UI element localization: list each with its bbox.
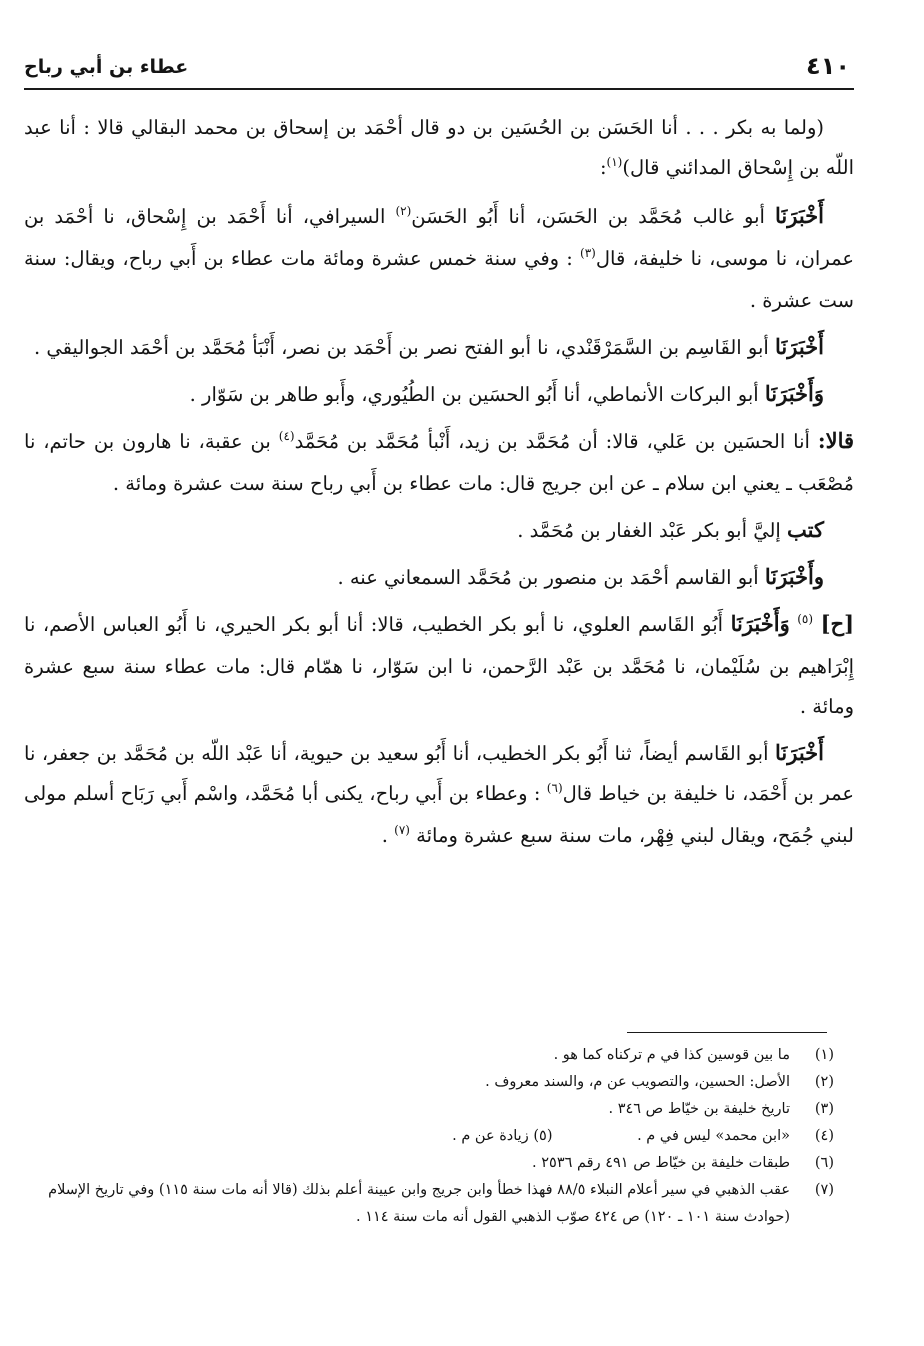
footnote-text-group (24, 1123, 790, 1150)
footnote-text: عقب الذهبي في سير أعلام النبلاء ٨٨/٥ فهذا خطأ وابن جريج وابن عيينة أعلم بذلك (قالا أنه مات سنة ١١٥) وفي تاريخ الإسلام (حوادث سنة ١٠١ ـ ١٢٠) ص ٤٢٤ صوّب الذهبي القول أنه مات سنة ١١٤ . (48, 1182, 790, 1225)
isnad-lead: أَخْبَرَنَا (775, 203, 824, 228)
footnote (24, 1069, 834, 1096)
paragraph (24, 108, 854, 190)
paragraph-text: إليَّ أبو بكر عَبْد الغفار بن مُحَمَّد . (517, 519, 781, 542)
page-number: ٤١٠ (806, 52, 850, 80)
paragraph-text: أبو البركات الأنماطي، أنا أَبُو الحسَين بن الطُيُوري، وأَبو طاهر بن سَوّار . (189, 383, 759, 406)
paragraph-text: أبو القَاسم أيضاً، ثنا أَبُو بكر الخطيب، أنا أَبُو سعيد بن حيوية، أنا عَبْد اللّه بن مُحَمَّد بن جعفر، نا عمر بن أَحْمَد، نا خليفة بن خياط قال (24, 742, 854, 805)
paragraph-text: أبو غالب مُحَمَّد بن الحَسَن، أنا أَبُو الحَسَن (411, 205, 765, 228)
footnote-text: الأصل: الحسين، والتصويب عن م، والسند معروف . (485, 1074, 790, 1090)
bracket-marker: [ح] (820, 611, 855, 636)
isnad-lead: وَأَخْبَرَنَا (730, 611, 790, 636)
footnote-separator (627, 1032, 827, 1033)
footnote-marker: (٧) (394, 823, 410, 837)
paragraph-text: : (599, 156, 607, 179)
footnote (24, 1150, 834, 1177)
paragraph (24, 196, 854, 321)
footnote (24, 1177, 834, 1231)
footnote-number: (٦) (814, 1155, 834, 1171)
footnote-marker: (٢) (395, 204, 412, 218)
paragraph-text: أَبُو القَاسم العلوي، نا أبو بكر الخطيب، قالا: أنا أبو بكر الحيري، نا أَبُو العباس الأصم، نا إِبْرَاهيم بن سُلَيْمان، نا مُحَمَّد بن عَبْد الرَّحمن، نا ابن سَوّار، نا همّام قال: مات عطاء سنة سبع عشرة ومائة . (24, 613, 854, 718)
isnad-lead: وَأَخْبَرَنَا (764, 381, 824, 406)
paragraph (24, 557, 854, 598)
main-text (24, 108, 854, 864)
footnote (24, 1096, 834, 1123)
paragraph-text: أبو القَاسِم بن السَّمَرْقَنْدي، نا أبو الفتح نصر بن أَحْمَد بن نصر، أَنْبَأ مُحَمَّد بن أحْمَد الجواليقي . (33, 336, 769, 359)
footnote-number: (٥) (533, 1128, 553, 1144)
footnote-text: تاريخ خليفة بن خيّاط ص ٣٤٦ . (608, 1101, 790, 1117)
paragraph-text: (ولما به بكر . . . أنا الحَسَن بن الحُسَين بن دو قال أحْمَد بن إسحاق بن محمد البقالي قالا : أنا عبد اللّه بن إِسْحاق المدائني قال) (24, 116, 854, 179)
footnote-marker: (٦) (546, 781, 563, 795)
footnotes (24, 1042, 834, 1231)
footnote-marker: (٤) (278, 429, 295, 443)
footnote-number: (٢) (814, 1074, 834, 1090)
footnote-number: (٧) (814, 1182, 834, 1198)
paragraph (24, 733, 854, 858)
footnote-number: (٤) (814, 1128, 834, 1144)
paragraph (24, 604, 854, 727)
footnote-marker: (٣) (580, 246, 596, 260)
footnote-text: «ابن محمد» ليس في م . (637, 1128, 790, 1144)
paragraph (24, 374, 854, 415)
footnote-marker: (٥) (797, 612, 814, 626)
footnote-marker: (١) (606, 155, 623, 169)
paragraph-text: . (381, 824, 388, 847)
footnote-number: (٣) (814, 1101, 834, 1117)
paragraph (24, 510, 854, 551)
footnote-number: (١) (814, 1047, 834, 1063)
footnote-text: زيادة عن م . (452, 1128, 529, 1144)
paragraph-text: السيرافي، أنا أَحْمَد بن إِسْحاق، نا أحْمَد بن عمران، نا موسى، نا خليفة، قال (24, 205, 855, 270)
isnad-lead: أَخْبَرَنَا (775, 740, 824, 765)
footnote (24, 1123, 834, 1150)
paragraph-text: بن عقبة، نا هارون بن حاتم، نا مُصْعَب ـ يعني ابن سلام ـ عن ابن جريج قال: مات عطاء بن أَبي رباح سنة ست عشرة ومائة . (24, 430, 854, 495)
isnad-lead: قالا: (817, 428, 855, 453)
paragraph (24, 327, 854, 368)
footnote-text: ما بين قوسين كذا في م تركناه كما هو . (553, 1047, 790, 1063)
footnote (24, 1042, 834, 1069)
paragraph-text: أبو القاسم أحْمَد بن منصور بن مُحَمَّد السمعاني عنه . (337, 566, 759, 589)
page-header (24, 52, 854, 90)
isnad-lead: وأَخْبَرَنَا (764, 564, 824, 589)
isnad-lead: كتب (787, 517, 824, 542)
paragraph (24, 421, 854, 504)
running-title: عطاء بن أبي رباح (24, 56, 189, 78)
paragraph-text: : وعطاء بن أَبي رباح، يكنى أبا مُحَمَّد، واسْم أَبي رَبَاح أسلم مولى لبني جُمَح، ويقال لبني فِهْر، مات سنة سبع عشرة ومائة (24, 782, 854, 847)
footnote-text: طبقات خليفة بن خيّاط ص ٤٩١ رقم ٢٥٣٦ . (532, 1155, 790, 1171)
paragraph-text: أنا الحسَين بن عَلي، قالا: أن مُحَمَّد بن زيد، أَنْبأ مُحَمَّد بن مُحَمَّد (294, 430, 810, 453)
isnad-lead: أَخْبَرَنَا (775, 334, 824, 359)
paragraph-text: : وفي سنة خمس عشرة ومائة مات عطاء بن أَبي رباح، ويقال: سنة ست عشرة . (24, 247, 854, 312)
